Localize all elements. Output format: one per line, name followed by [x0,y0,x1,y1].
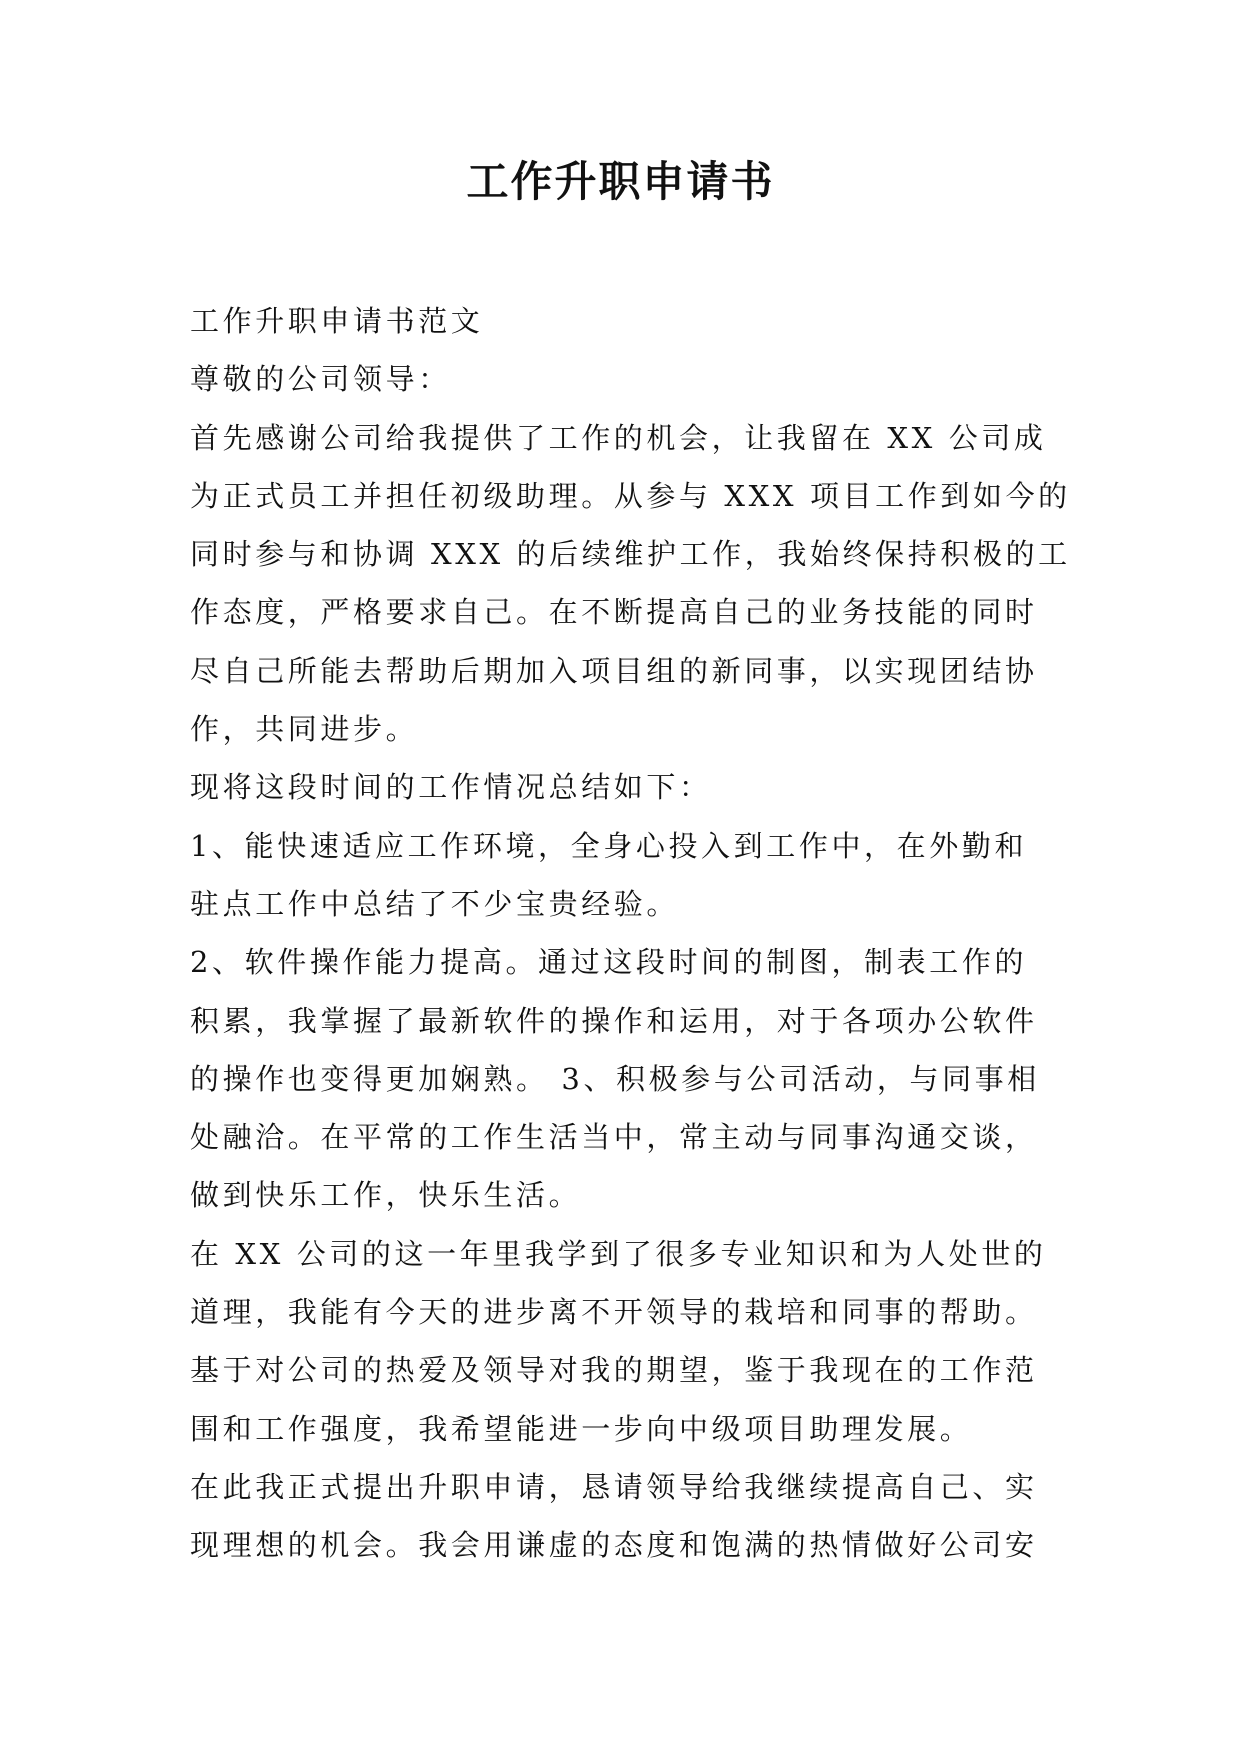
document-body [190,292,1070,1575]
text-line: 现将这段时间的工作情况总结如下： [190,770,712,805]
text-line: 1、能快速适应工作环境，全身心投入到工作中，在外勤和 [190,828,1028,863]
text-line: 积累，我掌握了最新软件的操作和运用，对于各项办公软件 [190,1003,1038,1038]
text-line: 处融洽。在平常的工作生活当中，常主动与同事沟通交谈， [190,1120,1038,1155]
text-line: 的操作也变得更加娴熟。 3、积极参与公司活动，与同事相 [190,1061,1040,1096]
text-line: 尽自己所能去帮助后期加入项目组的新同事，以实现团结协 [190,653,1038,688]
text-line: 作态度，严格要求自己。在不断提高自己的业务技能的同时 [190,595,1038,630]
text-line: 首先感谢公司给我提供了工作的机会，让我留在 XX 公司成 [190,420,1047,455]
text-line: 2、软件操作能力提高。通过这段时间的制图，制表工作的 [190,945,1028,980]
text-line: 同时参与和协调 XXX 的后续维护工作，我始终保持积极的工 [190,537,1071,572]
text-line: 在此我正式提出升职申请，恳请领导给我继续提高自己、实 [190,1469,1038,1504]
text-line: 做到快乐工作，快乐生活。 [190,1178,582,1213]
text-line: 作，共同进步。 [190,712,419,747]
document-title: 工作升职申请书 [466,157,775,206]
text-line: 在 XX 公司的这一年里我学到了很多专业知识和为人处世的 [190,1236,1047,1271]
text-line: 现理想的机会。我会用谦虚的态度和饱满的热情做好公司安 [190,1528,1038,1563]
text-line: 道理，我能有今天的进步离不开领导的栽培和同事的帮助。 [190,1295,1038,1330]
text-line: 为正式员工并担任初级助理。从参与 XXX 项目工作到如今的 [190,478,1071,513]
text-line: 基于对公司的热爱及领导对我的期望，鉴于我现在的工作范 [190,1353,1038,1388]
text-line: 工作升职申请书范文 [190,304,484,338]
text-line: 围和工作强度，我希望能进一步向中级项目助理发展。 [190,1411,973,1446]
text-line: 驻点工作中总结了不少宝贵经验。 [190,886,680,921]
text-line: 尊敬的公司领导： [190,362,451,397]
